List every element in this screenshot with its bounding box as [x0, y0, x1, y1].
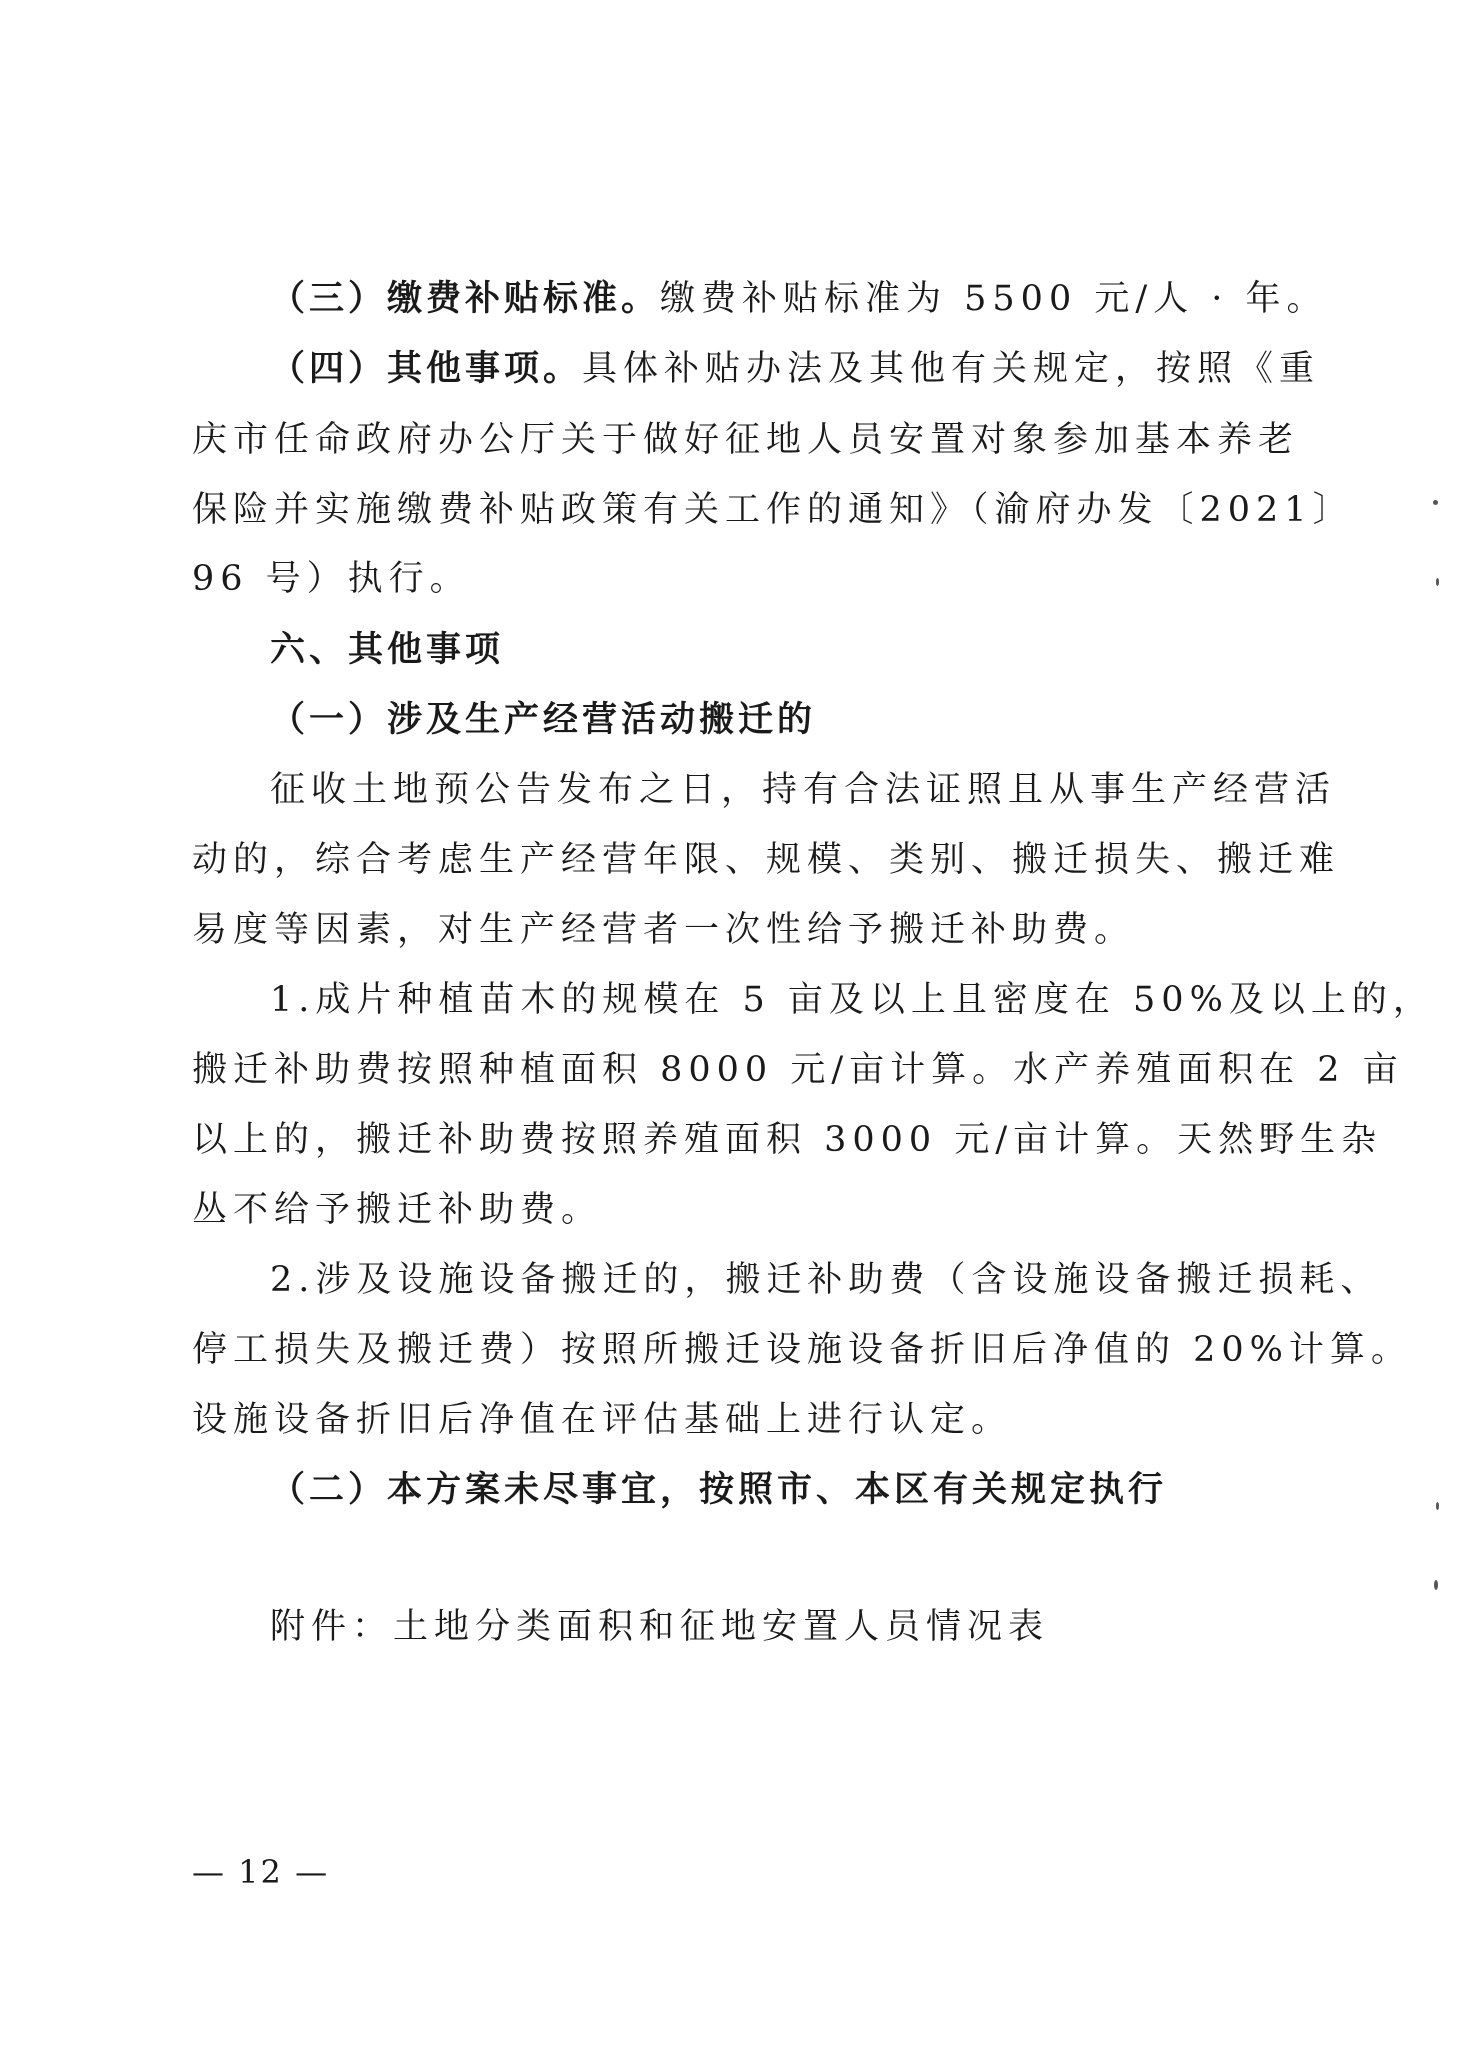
section-6-title: 六、其他事项: [270, 630, 505, 670]
item-2-line-2: 停工损失及搬迁费）按照所搬迁设施设备折旧后净值的 20%计算。: [192, 1330, 1412, 1370]
item-2-line-3: 设施设备折旧后净值在评估基础上进行认定。: [192, 1400, 1013, 1440]
item-1-line-2: 搬迁补助费按照种植面积 8000 元/亩计算。水产养殖面积在 2 亩: [192, 1050, 1404, 1090]
item-1-line-4: 丛不给予搬迁补助费。: [192, 1190, 603, 1230]
section-4-line-1: [270, 346, 1320, 392]
section-4-line-3: 保险并实施缴费补贴政策有关工作的通知》（渝府办发〔2021〕: [192, 490, 1354, 530]
subsection-1-para-line-2: 动的，综合考虑生产经营年限、规模、类别、搬迁损失、搬迁难: [192, 840, 1341, 880]
subsection-1-para-line-1: 征收土地预公告发布之日，持有合法证照且从事生产经营活: [270, 770, 1337, 810]
section-3-line: [270, 276, 1328, 322]
attachment-note: 附件：土地分类面积和征地安置人员情况表: [270, 1607, 1050, 1647]
item-1-line-3: 以上的，搬迁补助费按照养殖面积 3000 元/亩计算。天然野生杂: [192, 1120, 1383, 1160]
section-4-heading: （四）其他事项。: [270, 349, 583, 389]
section-3-heading: （三）缴费补贴标准。: [270, 279, 661, 319]
scan-speck: [1434, 1580, 1438, 1590]
scan-speck: [1436, 578, 1439, 586]
section-4-text-1: 具体补贴办法及其他有关规定，按照《重: [582, 349, 1321, 389]
item-1-line-1: 1.成片种植苗木的规模在 5 亩及以上且密度在 50%及以上的，: [270, 980, 1434, 1020]
item-2-line-1: 2.涉及设施设备搬迁的，搬迁补助费（含设施设备搬迁损耗、: [270, 1260, 1382, 1300]
section-4-line-2: 庆市任命政府办公厅关于做好征地人员安置对象参加基本养老: [192, 420, 1300, 460]
scan-speck: [1433, 500, 1438, 505]
section-3-text: 缴费补贴标准为 5500 元/人 · 年。: [660, 279, 1328, 319]
section-4-line-4: 96 号）执行。: [192, 559, 471, 599]
scan-speck: [1436, 1502, 1439, 1510]
page-number: — 12 —: [192, 1853, 330, 1891]
subsection-1-title: （一）涉及生产经营活动搬迁的: [270, 700, 817, 740]
subsection-1-para-line-3: 易度等因素，对生产经营者一次性给予搬迁补助费。: [192, 910, 1136, 950]
subsection-2-title: （二）本方案未尽事宜，按照市、本区有关规定执行: [270, 1470, 1168, 1510]
